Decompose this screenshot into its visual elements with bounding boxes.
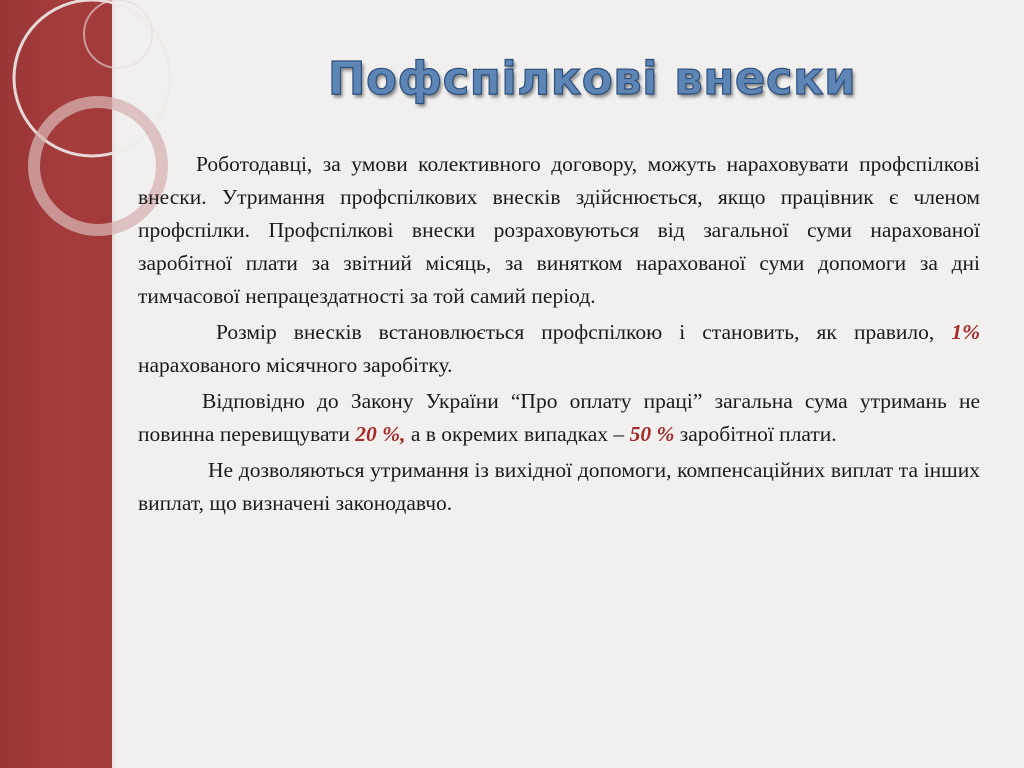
- band-edge-line: [112, 0, 115, 768]
- highlight-fifty-percent: 50 %: [629, 422, 675, 446]
- paragraph-law-limits: [138, 385, 980, 451]
- highlight-one-percent: 1%: [951, 320, 980, 344]
- p2-text-before: Розмір внесків встановлюється профспілкою і становить, як правило,: [216, 320, 952, 344]
- p3-text-after: заробітної плати.: [674, 422, 837, 446]
- paragraph-employers: Роботодавці, за умови колективного договору, можуть нараховувати профспілкові внески. Утримання профспілкових внесків здійснюється, якщо працівник є членом профспілки. Профспілкові внески розраховуються від загальної суми нарахованої заробітної плати за звітний місяць, за винятком нарахованої суми допомоги за дні тимчасової непрацездатності за той самий період.: [138, 152, 980, 308]
- p3-text-middle: а в окремих випадках –: [405, 422, 630, 446]
- p3-text-before: Відповідно до Закону України “Про оплату праці” загальна сума утримань не повинна перевищувати: [138, 389, 980, 446]
- slide-body: [138, 148, 980, 523]
- paragraph-contribution-size: [138, 316, 980, 382]
- left-decor-band: [0, 0, 114, 768]
- paragraph-not-allowed: Не дозволяються утримання із вихідної допомоги, компенсаційних виплат та інших виплат, що визначені законодавчо.: [138, 458, 980, 515]
- highlight-twenty-percent: 20 %,: [355, 422, 406, 446]
- slide-title: Пофспілкові внески: [327, 52, 857, 105]
- p2-text-after: нарахованого місячного заробітку.: [138, 353, 453, 377]
